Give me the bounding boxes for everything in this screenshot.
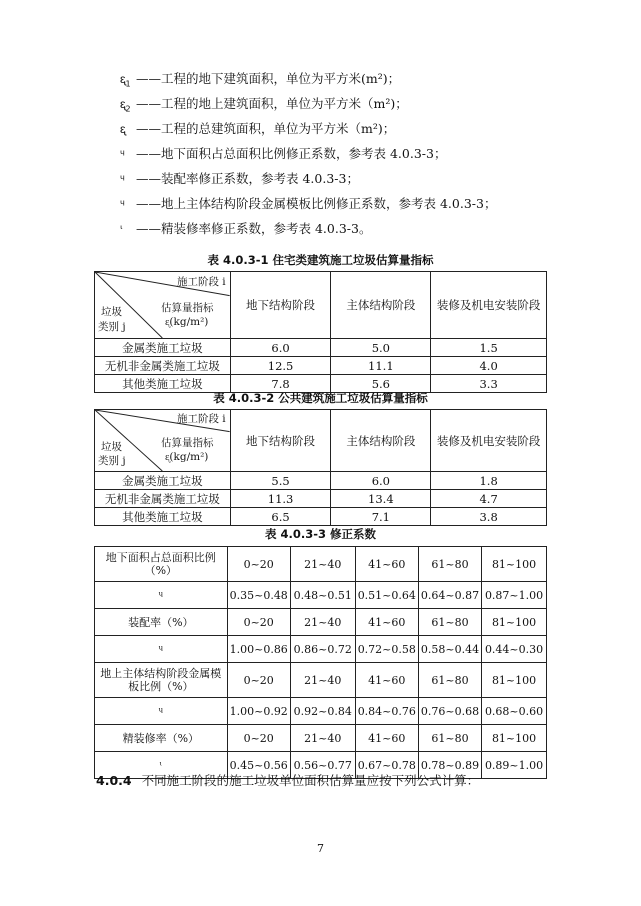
cell-value: 7.1 [331, 508, 431, 526]
cell-value: 41~60 [355, 547, 418, 582]
clause-text: 不同施工阶段的施工垃圾单位面积估算量应按下列公式计算： [141, 773, 480, 788]
table2-corner-cell [95, 410, 231, 472]
cell-value: 21~40 [290, 609, 355, 636]
cell-value: 7.8 [230, 375, 331, 393]
cell-value: 61~80 [418, 663, 481, 698]
table2-header: 地下结构阶段 [230, 410, 331, 472]
table1-caption: 表 4.0.3-1 住宅类建筑施工垃圾估算量指标 [207, 253, 434, 267]
cell-value: 0.87~1.00 [482, 582, 547, 609]
definition-fine-decoration-factor [120, 216, 560, 241]
cell-value: 12.5 [230, 357, 331, 375]
cell-value: 21~40 [290, 725, 355, 752]
corner-category-label: 垃圾 [101, 306, 122, 318]
cell-value: 21~40 [290, 663, 355, 698]
cell-value: 0.67~0.78 [355, 752, 418, 779]
table2-public-building-waste-index [94, 409, 547, 526]
row-label: ᶣ [95, 582, 228, 609]
cell-value: 0.86~0.72 [290, 636, 355, 663]
definition-underground-ratio-factor [120, 141, 560, 166]
cell-value: 41~60 [355, 609, 418, 636]
table-row [95, 472, 547, 490]
cell-value: 1.5 [431, 339, 547, 357]
row-label: 金属类施工垃圾 [95, 472, 231, 490]
definition-text: ——装配率修正系数，参考表 4.0.3-3； [136, 171, 359, 186]
row-label: 精装修率（%） [95, 725, 228, 752]
cell-value: 3.8 [431, 508, 547, 526]
cell-value: 6.0 [230, 339, 331, 357]
definition-metal-formwork-factor [120, 191, 560, 216]
table-row [95, 339, 547, 357]
cell-value: 3.3 [431, 375, 547, 393]
definition-text: ——工程的地下建筑面积，单位为平方米(m²)； [136, 71, 401, 86]
corner-index-label: 估算量指标 [161, 302, 214, 314]
clause-4-0-4 [96, 771, 479, 789]
definition-prefab-rate-factor [120, 166, 560, 191]
cell-value: 81~100 [482, 609, 547, 636]
definition-underground-area [120, 66, 560, 91]
table-row [95, 508, 547, 526]
corner-unit-label: ᶓ(kg/m²) [165, 451, 209, 463]
table-row [95, 582, 547, 609]
cell-value: 6.0 [331, 472, 431, 490]
cell-value: 0~20 [227, 725, 290, 752]
table3-caption: 表 4.0.3-3 修正系数 [264, 527, 377, 541]
definition-text: ——精装修率修正系数，参考表 4.0.3-3。 [136, 221, 372, 236]
cell-value: 1.00~0.92 [227, 698, 290, 725]
table1-residential-waste-index [94, 271, 547, 393]
cell-value: 1.8 [431, 472, 547, 490]
cell-value: 41~60 [355, 725, 418, 752]
cell-value: 0.72~0.58 [355, 636, 418, 663]
cell-value: 0.68~0.60 [482, 698, 547, 725]
corner-stage-label: 施工阶段 i [176, 413, 226, 425]
row-label: 其他类施工垃圾 [95, 375, 231, 393]
cell-value: 61~80 [418, 609, 481, 636]
table-row [95, 357, 547, 375]
row-label: ᶣ [95, 698, 228, 725]
table-row [95, 698, 547, 725]
cell-value: 4.0 [431, 357, 547, 375]
definition-symbol: ᶣ [120, 172, 125, 186]
definition-text: ——工程的总建筑面积，单位为平方米（m²)； [136, 121, 396, 136]
cell-value: 0.78~0.89 [418, 752, 481, 779]
definition-symbol: ᶣ [120, 197, 125, 211]
table1-header: 装修及机电安装阶段 [431, 272, 547, 339]
row-label: ᶣ [95, 636, 228, 663]
definition-symbol: ᶓ$_1$ [120, 72, 131, 89]
cell-value: 0.35~0.48 [227, 582, 290, 609]
table-row [95, 547, 547, 582]
corner-category-label: 类别 j [98, 321, 126, 333]
row-label: 无机非金属类施工垃圾 [95, 490, 231, 508]
corner-unit-label: ᶓ(kg/m²) [165, 316, 209, 328]
cell-value: 11.1 [331, 357, 431, 375]
cell-value: 41~60 [355, 663, 418, 698]
table-row [95, 663, 547, 698]
row-label: ᶥ [95, 752, 228, 779]
table3-correction-factors [94, 546, 547, 779]
cell-value: 5.0 [331, 339, 431, 357]
cell-value: 81~100 [482, 663, 547, 698]
cell-value: 0.89~1.00 [482, 752, 547, 779]
corner-category-label: 垃圾 [101, 441, 122, 453]
cell-value: 0.51~0.64 [355, 582, 418, 609]
cell-value: 0~20 [227, 609, 290, 636]
definition-text: ——工程的地上建筑面积，单位为平方米（m²)； [136, 96, 408, 111]
table2-caption: 表 4.0.3-2 公共建筑施工垃圾估算量指标 [213, 391, 428, 405]
cell-value: 0.56~0.77 [290, 752, 355, 779]
cell-value: 81~100 [482, 725, 547, 752]
cell-value: 0.92~0.84 [290, 698, 355, 725]
definition-symbol: ᶣ [120, 147, 125, 161]
row-label: 地上主体结构阶段金属模板比例（%） [95, 663, 228, 698]
row-label: 装配率（%） [95, 609, 228, 636]
symbol-definitions [120, 66, 560, 241]
corner-stage-label: 施工阶段 i [176, 276, 226, 288]
cell-value: 1.00~0.86 [227, 636, 290, 663]
table1-header: 地下结构阶段 [230, 272, 331, 339]
cell-value: 0.48~0.51 [290, 582, 355, 609]
cell-value: 6.5 [230, 508, 331, 526]
definition-symbol: ᶥ [120, 222, 123, 236]
cell-value: 0.58~0.44 [418, 636, 481, 663]
table-row [95, 725, 547, 752]
cell-value: 61~80 [418, 725, 481, 752]
cell-value: 21~40 [290, 547, 355, 582]
cell-value: 61~80 [418, 547, 481, 582]
corner-category-label: 类别 j [98, 455, 126, 467]
table-row [95, 609, 547, 636]
row-label: 地下面积占总面积比例（%） [95, 547, 228, 582]
definition-symbol: ᶓ [120, 122, 126, 136]
table1-corner-cell [95, 272, 231, 339]
table2-header: 主体结构阶段 [331, 410, 431, 472]
cell-value: 0.84~0.76 [355, 698, 418, 725]
page-number: 7 [317, 842, 324, 855]
row-label: 其他类施工垃圾 [95, 508, 231, 526]
cell-value: 81~100 [482, 547, 547, 582]
cell-value: 13.4 [331, 490, 431, 508]
cell-value: 0.76~0.68 [418, 698, 481, 725]
cell-value: 5.5 [230, 472, 331, 490]
table1-header: 主体结构阶段 [331, 272, 431, 339]
cell-value: 0.64~0.87 [418, 582, 481, 609]
definition-text: ——地下面积占总面积比例修正系数，参考表 4.0.3-3； [136, 146, 447, 161]
cell-value: 0.45~0.56 [227, 752, 290, 779]
cell-value: 11.3 [230, 490, 331, 508]
table2-header: 装修及机电安装阶段 [431, 410, 547, 472]
cell-value: 4.7 [431, 490, 547, 508]
definition-text: ——地上主体结构阶段金属模板比例修正系数，参考表 4.0.3-3； [136, 196, 497, 211]
row-label: 无机非金属类施工垃圾 [95, 357, 231, 375]
table-row [95, 636, 547, 663]
definition-total-area [120, 116, 560, 141]
table-row [95, 490, 547, 508]
row-label: 金属类施工垃圾 [95, 339, 231, 357]
clause-number: 4.0.4 [96, 773, 132, 788]
cell-value: 0.44~0.30 [482, 636, 547, 663]
cell-value: 5.6 [331, 375, 431, 393]
definition-symbol: ᶓ$_2$ [120, 97, 131, 114]
definition-aboveground-area [120, 91, 560, 116]
corner-index-label: 估算量指标 [161, 437, 214, 449]
cell-value: 0~20 [227, 663, 290, 698]
cell-value: 0~20 [227, 547, 290, 582]
